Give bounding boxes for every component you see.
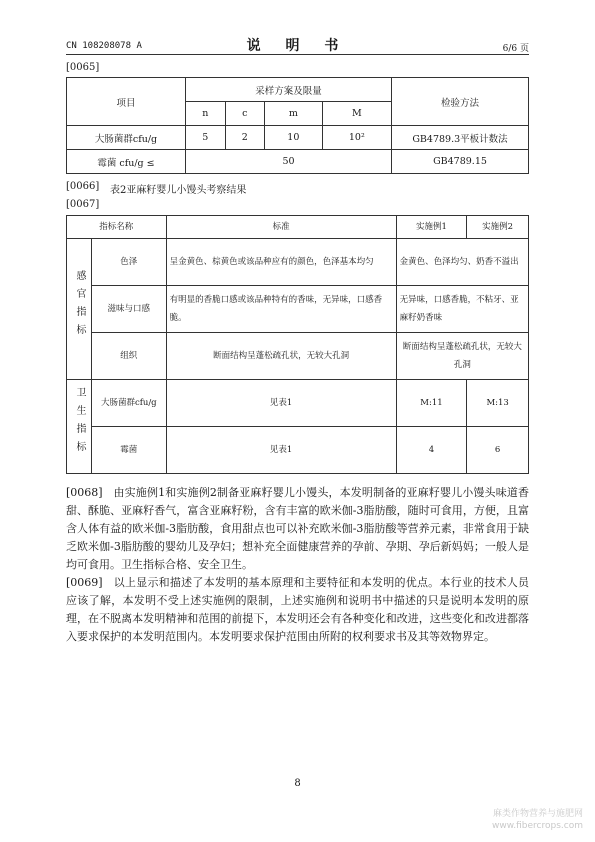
table2-cell: 霉菌	[92, 427, 167, 474]
table2-cell: 断面结构呈蓬松疏孔状，无较大孔洞	[396, 333, 528, 380]
paragraph-number-0068: [0068]	[66, 486, 103, 499]
table2-cell: 色泽	[92, 239, 167, 286]
table1-cell: 10²	[322, 126, 391, 150]
paragraph-number-0065: [0065]	[66, 62, 100, 73]
table2-cell: 有明显的香脆口感或该品种特有的香味，无异味，口感香脆。	[166, 286, 396, 333]
table-row	[67, 126, 529, 150]
table-row	[67, 239, 529, 286]
table-row	[67, 380, 529, 427]
table2-cell: 6	[467, 427, 529, 474]
table-row	[67, 333, 529, 380]
watermark-line1: 麻类作物营养与施肥网	[492, 809, 583, 819]
table2-header-indicator: 指标名称	[67, 216, 167, 239]
table2-cell: 呈金黄色、棕黄色或该品种应有的颜色，色泽基本均匀	[166, 239, 396, 286]
evaluation-results-table	[66, 215, 529, 474]
table1-sub-c: c	[225, 102, 264, 126]
table1-cell: 大肠菌群cfu/g	[67, 126, 186, 150]
table2-caption: 表2亚麻籽婴儿小馒头考察结果	[110, 185, 247, 196]
table1-cell: 2	[225, 126, 264, 150]
paragraph-0069-text: 以上显示和描述了本发明的基本原理和主要特征和本发明的优点。本行业的技术人员应该了解，本发明不受上述实施例的限制，上述实施例和说明书中描述的只是说明本发明的原理，在不脱离本发明精神和范围的前提下，本发明还会有各种变化和改进，这些变化和改进都落入要求保护的本发明范围内。本发明要求保护范围由所附的权利要求书及其等效物界定。	[66, 576, 529, 643]
watermark-line2: www.fibercrops.com	[492, 821, 583, 831]
paragraph-number-0066: [0066]	[66, 181, 100, 192]
page-number: 8	[294, 778, 301, 789]
table2-header-ex2: 实施例2	[467, 216, 529, 239]
table2-cell: 断面结构呈蓬松疏孔状，无较大孔洞	[166, 333, 396, 380]
table1-sub-M: M	[322, 102, 391, 126]
table1-sub-n: n	[186, 102, 226, 126]
paragraph-0068-text: 由实施例1和实施例2制备亚麻籽婴儿小馒头，本发明制备的亚麻籽婴儿小馒头味道香甜、酥脆、亚麻籽香气，富含亚麻籽粉，含有丰富的欧米伽-3脂肪酸，随时可食用，方便，且富含人体有益的欧米伽-3脂肪酸，食用甜点也可以补充欧米伽-3脂肪酸等营养元素，非常食用于缺乏欧米伽-3脂肪酸的婴幼儿及孕妇；想补充全面健康营养的孕前、孕期、孕后新妈妈；一般人是均可食用。卫生指标合格、安全卫生。	[66, 486, 529, 571]
table2-header-ex1: 实施例1	[396, 216, 467, 239]
table1-sub-m: m	[265, 102, 323, 126]
paragraph-number-0067: [0067]	[66, 199, 100, 210]
table2-cell: M:11	[396, 380, 467, 427]
paragraph-0068	[66, 484, 529, 574]
paragraph-number-0069: [0069]	[66, 576, 103, 589]
page-title: 说 明 书	[246, 38, 349, 54]
table2-cell: 大肠菌群cfu/g	[92, 380, 167, 427]
table2-header-standard: 标准	[166, 216, 396, 239]
table1-cell: 10	[265, 126, 323, 150]
table2-cell: 4	[396, 427, 467, 474]
table1-header-sampling: 采样方案及限量	[186, 78, 392, 102]
table1-cell: GB4789.3平板计数法	[392, 126, 529, 150]
table2-cell: 金黄色、色泽均匀、奶香不溢出	[396, 239, 528, 286]
table-row	[67, 427, 529, 474]
table2-cell: M:13	[467, 380, 529, 427]
table1-header-method: 检验方法	[392, 78, 529, 126]
document-number: CN 108208078 A	[66, 41, 142, 51]
watermark	[492, 808, 583, 832]
table2-cell: 无异味，口感香脆，不粘牙、亚麻籽奶香味	[396, 286, 528, 333]
table1-cell: GB4789.15	[392, 150, 529, 174]
table2-cell: 见表1	[166, 380, 396, 427]
page-header	[66, 34, 529, 55]
table2-cell: 滋味与口感	[92, 286, 167, 333]
page-count: 6/6 页	[502, 44, 529, 54]
table1-cell: 5	[186, 126, 226, 150]
paragraph-0069	[66, 574, 529, 646]
sampling-limits-table	[66, 77, 529, 174]
table2-group-sensory: 感官指标	[67, 239, 92, 380]
table-row	[67, 286, 529, 333]
table1-cell: 50	[186, 150, 392, 174]
table2-cell: 组织	[92, 333, 167, 380]
table1-header-item: 项目	[67, 78, 186, 126]
table1-cell: 霉菌 cfu/g ≤	[67, 150, 186, 174]
table-row	[67, 150, 529, 174]
table2-group-hygiene: 卫生指标	[67, 380, 92, 474]
table2-cell: 见表1	[166, 427, 396, 474]
